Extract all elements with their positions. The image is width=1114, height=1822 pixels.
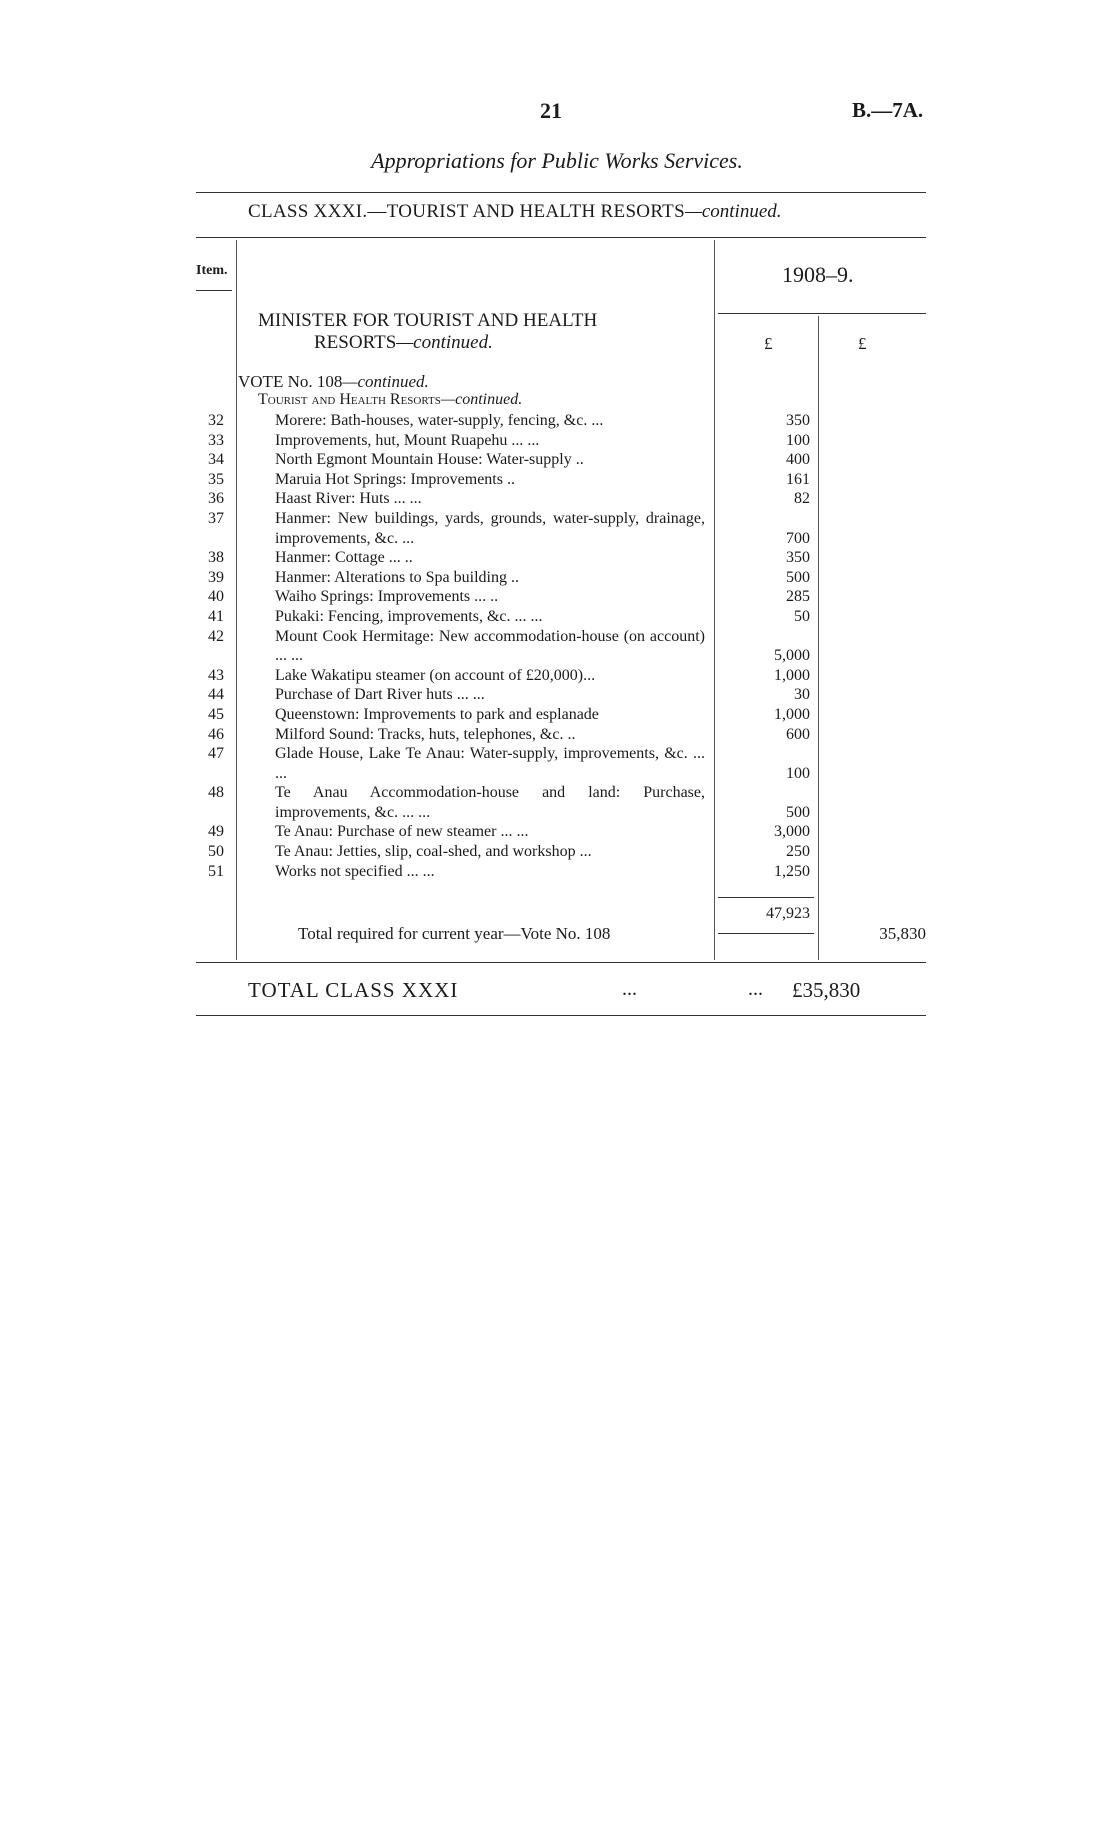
grand-total-value: £35,830: [792, 978, 861, 1002]
item-amount: 350: [786, 412, 810, 429]
item-number: 33: [208, 431, 224, 449]
minister-heading-resorts: RESORTS: [314, 332, 397, 353]
item-number: 35: [208, 470, 224, 488]
item-number: 41: [208, 607, 224, 625]
table-row: [190, 685, 810, 705]
item-amount: 600: [786, 725, 810, 743]
minister-heading-line1: MINISTER FOR TOURIST AND HEALTH: [258, 310, 598, 331]
item-description: Queenstown: Improvements to park and esplanade: [275, 705, 599, 723]
item-number: 32: [208, 412, 224, 429]
item-description: Hanmer: New buildings, yards, grounds, water-supply, drainage, improvements, &c. ...: [275, 509, 705, 547]
vote-suffix: —continued.: [342, 372, 429, 391]
table-row: [190, 587, 810, 607]
item-number: 34: [208, 451, 224, 469]
item-number: 40: [208, 588, 224, 606]
item-amount: 50: [794, 607, 810, 625]
item-number: 45: [208, 705, 224, 723]
item-amount: 500: [786, 568, 810, 586]
grand-total-leader-1: ...: [622, 978, 637, 1000]
item-amount: 100: [786, 764, 810, 782]
item-description: Maruia Hot Springs: Improvements ..: [275, 470, 515, 488]
title-rule: [196, 192, 926, 193]
table-row: [190, 842, 810, 862]
table-row: [190, 822, 810, 842]
table-row: [190, 705, 810, 725]
class-heading-suffix: —continued.: [684, 201, 782, 222]
vote-number: VOTE No. 108: [238, 372, 343, 391]
table-row: [190, 666, 810, 686]
page-title: Appropriations for Public Works Services.: [371, 148, 743, 173]
item-amount: 500: [786, 803, 810, 821]
item-number: 48: [208, 784, 224, 802]
grand-total-label: TOTAL CLASS XXXI: [248, 978, 459, 1002]
item-description: Morere: Bath-houses, water-supply, fencing, &c. ...: [275, 412, 604, 429]
table-row: [190, 411, 810, 431]
total-required-value: 35,830: [879, 924, 926, 943]
subheading-suffix: —continued.: [440, 391, 523, 408]
item-number: 36: [208, 490, 224, 508]
item-amount: 1,250: [774, 862, 810, 880]
item-number: 42: [208, 627, 224, 645]
table-row: [190, 862, 810, 882]
page-number: 21: [540, 98, 562, 123]
item-number: 49: [208, 823, 224, 841]
table-bottom-rule: [196, 962, 926, 963]
item-amount: 100: [786, 431, 810, 449]
item-amount: 1,000: [774, 705, 810, 723]
item-description: Purchase of Dart River huts ... ...: [275, 686, 485, 704]
table-row: [190, 568, 810, 588]
item-description: Lake Wakatipu steamer (on account of £20,000)...: [275, 666, 596, 684]
item-number: 43: [208, 666, 224, 684]
item-amount: 82: [794, 490, 810, 508]
table-row: [190, 783, 810, 822]
subheading: [258, 391, 522, 409]
year-column-header: 1908–9.: [782, 262, 854, 287]
item-amount: 400: [786, 451, 810, 469]
item-number: 37: [208, 509, 224, 527]
table-row: [190, 548, 810, 568]
item-header-underline: [196, 290, 232, 291]
grand-total-leader-2: ...: [748, 978, 763, 1000]
table-row: [190, 607, 810, 627]
item-amount: 350: [786, 549, 810, 567]
item-number: 50: [208, 843, 224, 861]
item-amount: 700: [786, 529, 810, 547]
item-description: Hanmer: Cottage ... ..: [275, 549, 413, 567]
subtotal-double-rule: [718, 933, 814, 934]
subheading-text: Tourist and Health Resorts: [258, 391, 441, 408]
table-top-rule: [196, 237, 926, 238]
item-amount: 5,000: [774, 647, 810, 665]
item-description: Hanmer: Alterations to Spa building ..: [275, 568, 519, 586]
item-description: Improvements, hut, Mount Ruapehu ... ...: [275, 431, 540, 449]
table-row: [190, 509, 810, 548]
item-amount: 30: [794, 686, 810, 704]
minister-heading: [258, 310, 597, 354]
item-number: 44: [208, 686, 224, 704]
document-reference: B.—7A.: [852, 98, 924, 122]
year-header-rule: [718, 313, 926, 314]
vote-label: [238, 372, 429, 392]
item-amount: 285: [786, 588, 810, 606]
table-row: [190, 431, 810, 451]
item-amount: 250: [786, 843, 810, 861]
item-description: Glade House, Lake Te Anau: Water-supply, improvements, &c. ... ...: [275, 745, 705, 782]
item-description: Works not specified ... ...: [275, 862, 435, 880]
total-column-divider: [818, 316, 819, 960]
total-required-label: Total required for current year—Vote No. 108: [298, 924, 611, 943]
subtotal-rule: [718, 897, 814, 898]
footer-rule: [196, 1015, 926, 1016]
minister-heading-line2: [258, 332, 597, 354]
item-amount: 3,000: [774, 823, 810, 841]
item-amount: 161: [786, 470, 810, 488]
subtotal-value: 47,923: [766, 905, 810, 922]
class-heading-text: CLASS XXXI.—TOURIST AND HEALTH RESORTS: [248, 201, 685, 222]
appropriation-rows: [190, 411, 810, 881]
item-number: 39: [208, 568, 224, 586]
item-description: Haast River: Huts ... ...: [275, 490, 422, 508]
table-row: [190, 470, 810, 490]
minister-heading-suffix: —continued.: [396, 332, 493, 353]
item-description: Milford Sound: Tracks, huts, telephones, &c. ..: [275, 725, 576, 743]
item-description: Te Anau: Jetties, slip, coal-shed, and workshop ...: [275, 843, 592, 861]
item-description: Te Anau: Purchase of new steamer ... ...: [275, 823, 529, 841]
item-number: 46: [208, 725, 224, 743]
item-amount: 1,000: [774, 666, 810, 684]
pound-sign-subitems: £: [764, 334, 773, 353]
table-row: [190, 450, 810, 470]
item-description: Waiho Springs: Improvements ... ..: [275, 588, 499, 606]
table-row: [190, 725, 810, 745]
item-number: 38: [208, 549, 224, 567]
class-heading: [248, 201, 782, 223]
item-description: Mount Cook Hermitage: New accommodation-house (on account) ... ...: [275, 627, 705, 665]
item-number: 51: [208, 862, 224, 880]
item-description: North Egmont Mountain House: Water-supply ..: [275, 451, 584, 469]
table-row: [190, 744, 810, 783]
item-column-header: Item.: [196, 263, 228, 278]
item-description: Pukaki: Fencing, improvements, &c. ... ...: [275, 607, 543, 625]
table-row: [190, 489, 810, 509]
table-row: [190, 627, 810, 666]
item-number: 47: [208, 745, 224, 763]
pound-sign-totals: £: [858, 334, 867, 353]
item-description: Te Anau Accommodation-house and land: Purchase, improvements, &c. ... ...: [275, 784, 705, 821]
